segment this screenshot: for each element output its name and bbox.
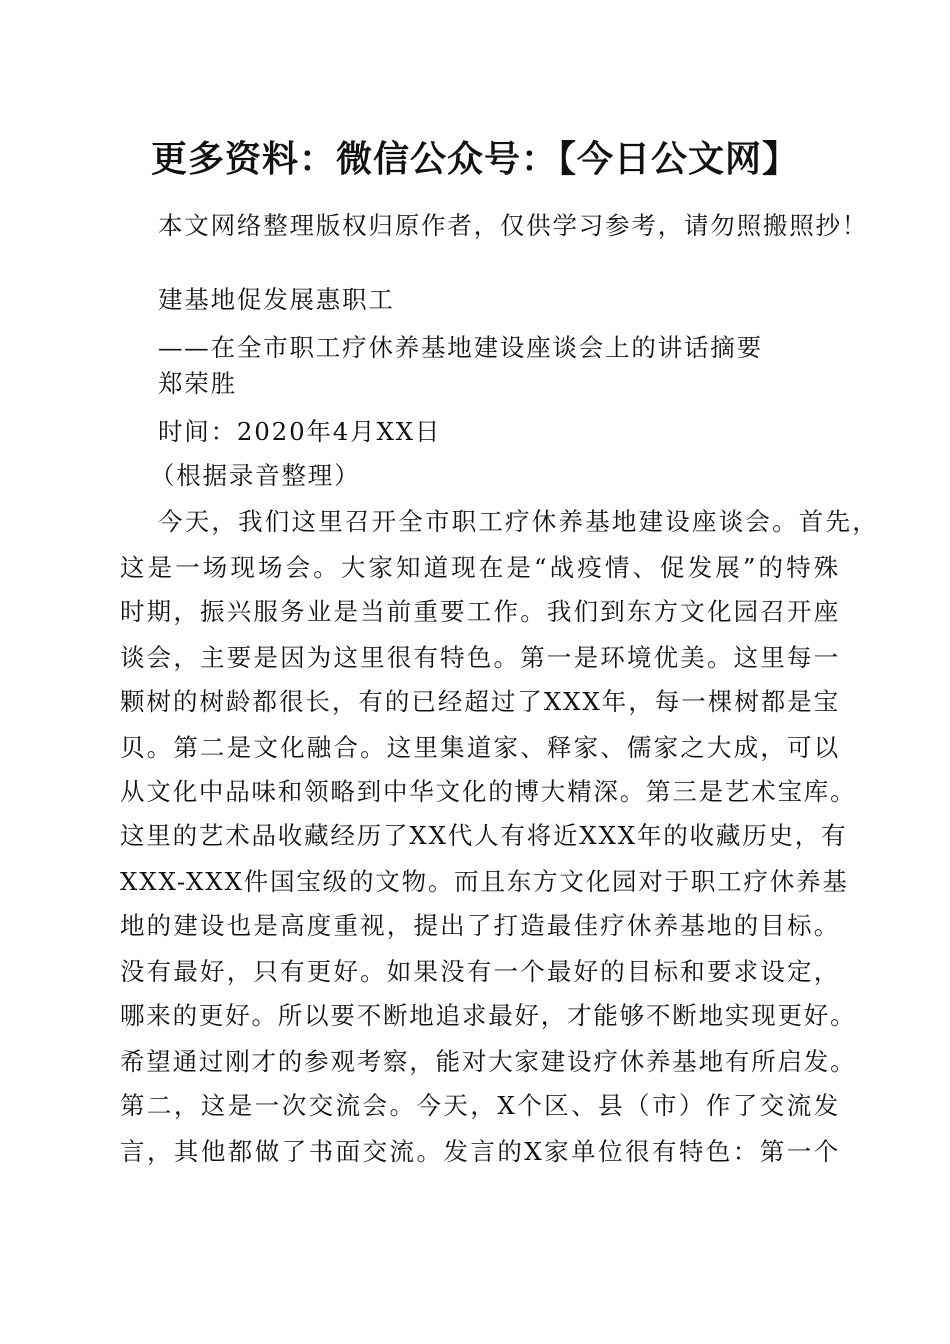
paragraph-line: 地的建设也是高度重视，提出了打造最佳疗休养基地的目标。	[120, 911, 840, 940]
paragraph-line: 言，其他都做了书面交流。发言的X家单位很有特色：第一个	[120, 1137, 840, 1166]
paragraph-line: 颗树的树龄都很长，有的已经超过了XXX年，每一棵树都是宝	[120, 687, 840, 716]
paragraph-line: 第二，这是一次交流会。今天，X个区、县（市）作了交流发	[120, 1091, 840, 1120]
paragraph-line: 希望通过刚才的参观考察，能对大家建设疗休养基地有所启发。	[120, 1047, 857, 1076]
document-title: 建基地促发展惠职工	[158, 285, 395, 314]
paragraph-line: 时期，振兴服务业是当前重要工作。我们到东方文化园召开座	[120, 597, 840, 626]
paragraph-line: 从文化中品味和领略到中华文化的博大精深。第三是艺术宝库。	[120, 777, 857, 806]
author-name: 郑荣胜	[158, 369, 237, 398]
source-note: （根据录音整理）	[150, 461, 361, 490]
paragraph-line: 这里的艺术品收藏经历了XX代人有将近XXX年的收藏历史，有	[120, 821, 848, 850]
paragraph-line: 贝。第二是文化融合。这里集道家、释家、儒家之大成，可以	[120, 733, 840, 762]
paragraph-line: 今天，我们这里召开全市职工疗休养基地建设座谈会。首先，	[158, 507, 879, 536]
paragraph-line: XXX-XXX件国宝级的文物。而且东方文化园对于职工疗休养基	[120, 867, 849, 896]
date-line: 时间：2020年4月XX日	[158, 417, 442, 446]
document-subtitle: ——在全市职工疗休养基地建设座谈会上的讲话摘要	[158, 333, 763, 362]
paragraph-line: 这是一场现场会。大家知道现在是“战疫情、促发展”的特殊	[120, 553, 840, 582]
paragraph-line: 没有最好，只有更好。如果没有一个最好的目标和要求设定，	[120, 957, 840, 986]
paragraph-line: 谈会，主要是因为这里很有特色。第一是环境优美。这里每一	[120, 643, 840, 672]
copyright-notice: 本文网络整理版权归原作者，仅供学习参考，请勿照搬照抄！	[158, 211, 869, 240]
paragraph-line: 哪来的更好。所以要不断地追求最好，才能够不断地实现更好。	[120, 1001, 857, 1030]
page-title: 更多资料：微信公众号：【今日公文网】	[150, 139, 799, 180]
